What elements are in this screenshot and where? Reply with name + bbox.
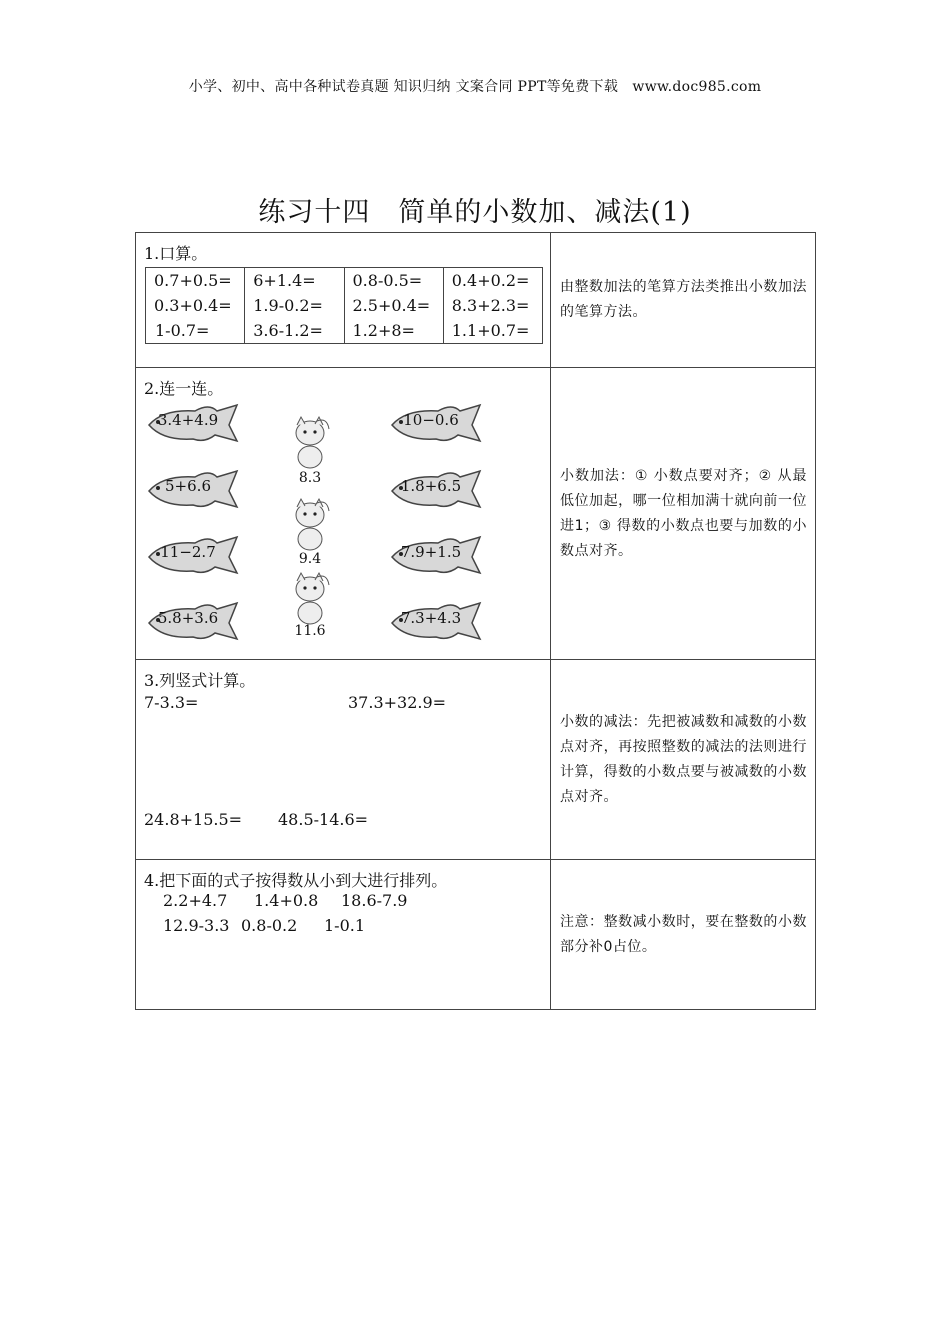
q4-expr: 0.8-0.2 (241, 916, 298, 935)
fish-expression: 7.9+1.5 (400, 543, 462, 561)
fish-right-3[interactable] (386, 535, 482, 577)
q3-note: 小数的减法：先把被减数和减数的小数点对齐，再按照整数的减法的法则进行计算，得数的小数点要与被减数的小数点对齐。 (560, 713, 807, 805)
q3-title: 3.列竖式计算。 (144, 671, 256, 690)
fish-left-4[interactable] (143, 601, 239, 643)
q3-note-cell (551, 660, 816, 860)
fish-expression: 11−2.7 (160, 543, 216, 561)
q4-title: 4.把下面的式子按得数从小到大进行排列。 (144, 871, 448, 890)
q3-cell (136, 660, 551, 860)
fish-expression: 1.8+6.5 (400, 477, 462, 495)
fish-right-2[interactable] (386, 469, 482, 511)
cat-icon (287, 415, 333, 471)
oral-item: 6+1.4= 1.9-0.2= 3.6-1.2= (245, 268, 344, 344)
q4-expr: 12.9-3.3 (163, 916, 230, 935)
q4-note: 注意：整数减小数时，要在整数的小数部分补0占位。 (560, 913, 807, 955)
q3-row (136, 660, 816, 860)
q4-expr: 18.6-7.9 (341, 891, 408, 910)
q2-note-cell (551, 368, 816, 660)
q3-expr: 24.8+15.5= (144, 810, 243, 829)
cat-3[interactable] (287, 571, 333, 627)
q1-note: 由整数加法的笔算方法类推出小数加法的笔算方法。 (560, 279, 807, 320)
cat-number: 8.3 (298, 470, 322, 486)
fish-right-4[interactable] (386, 601, 482, 643)
q3-expr: 37.3+32.9= (348, 693, 447, 712)
fish-expression: 10−0.6 (403, 411, 459, 429)
q2-cell (136, 368, 551, 660)
q2-note: 小数加法：① 小数点要对齐；② 从最低位加起，哪一位相加满十就向前一位进1；③ 得数的小数点也要与加数的小数点对齐。 (560, 467, 807, 559)
q4-expr: 1-0.1 (324, 916, 366, 935)
cat-icon (287, 497, 333, 553)
oral-item: 0.7+0.5= 0.3+0.4= 1-0.7= (146, 268, 245, 344)
q1-oral-grid (145, 267, 543, 344)
q4-note-cell (551, 860, 816, 1010)
q3-expr: 7-3.3= (144, 693, 199, 712)
fish-left-1[interactable] (143, 403, 239, 445)
q1-note-cell (551, 233, 816, 368)
q2-title: 2.连一连。 (144, 379, 224, 398)
fish-expression: 3.4+4.9 (157, 411, 219, 429)
exercise-table (135, 232, 816, 1010)
fish-expression: 5+6.6 (165, 477, 211, 495)
fish-left-3[interactable] (143, 535, 239, 577)
matching-area (136, 399, 550, 659)
q4-expr: 2.2+4.7 (163, 891, 228, 910)
q3-expr: 48.5-14.6= (278, 810, 369, 829)
fish-expression: 5.8+3.6 (157, 609, 219, 627)
cat-2[interactable] (287, 497, 333, 553)
oral-item: 0.4+0.2= 8.3+2.3= 1.1+0.7= (443, 268, 542, 344)
oral-item: 0.8-0.5= 2.5+0.4= 1.2+8= (344, 268, 443, 344)
cat-icon (287, 571, 333, 627)
page-title: 练习十四 简单的小数加、减法(1) (258, 197, 692, 228)
cat-number: 11.6 (294, 623, 326, 639)
q1-row (136, 233, 816, 368)
fish-left-2[interactable] (143, 469, 239, 511)
q1-cell (136, 233, 551, 368)
cat-1[interactable] (287, 415, 333, 471)
fish-right-1[interactable] (386, 403, 482, 445)
fish-expression: 7.3+4.3 (400, 609, 462, 627)
page-header-banner: 小学、初中、高中各种试卷真题 知识归纳 文案合同 PPT等免费下载 www.doc985.com (188, 79, 762, 95)
q2-row (136, 368, 816, 660)
cat-number: 9.4 (298, 551, 322, 567)
q4-cell (136, 860, 551, 1010)
q4-expr: 1.4+0.8 (254, 891, 319, 910)
q1-title: 1.口算。 (144, 244, 208, 263)
q4-row (136, 860, 816, 1010)
